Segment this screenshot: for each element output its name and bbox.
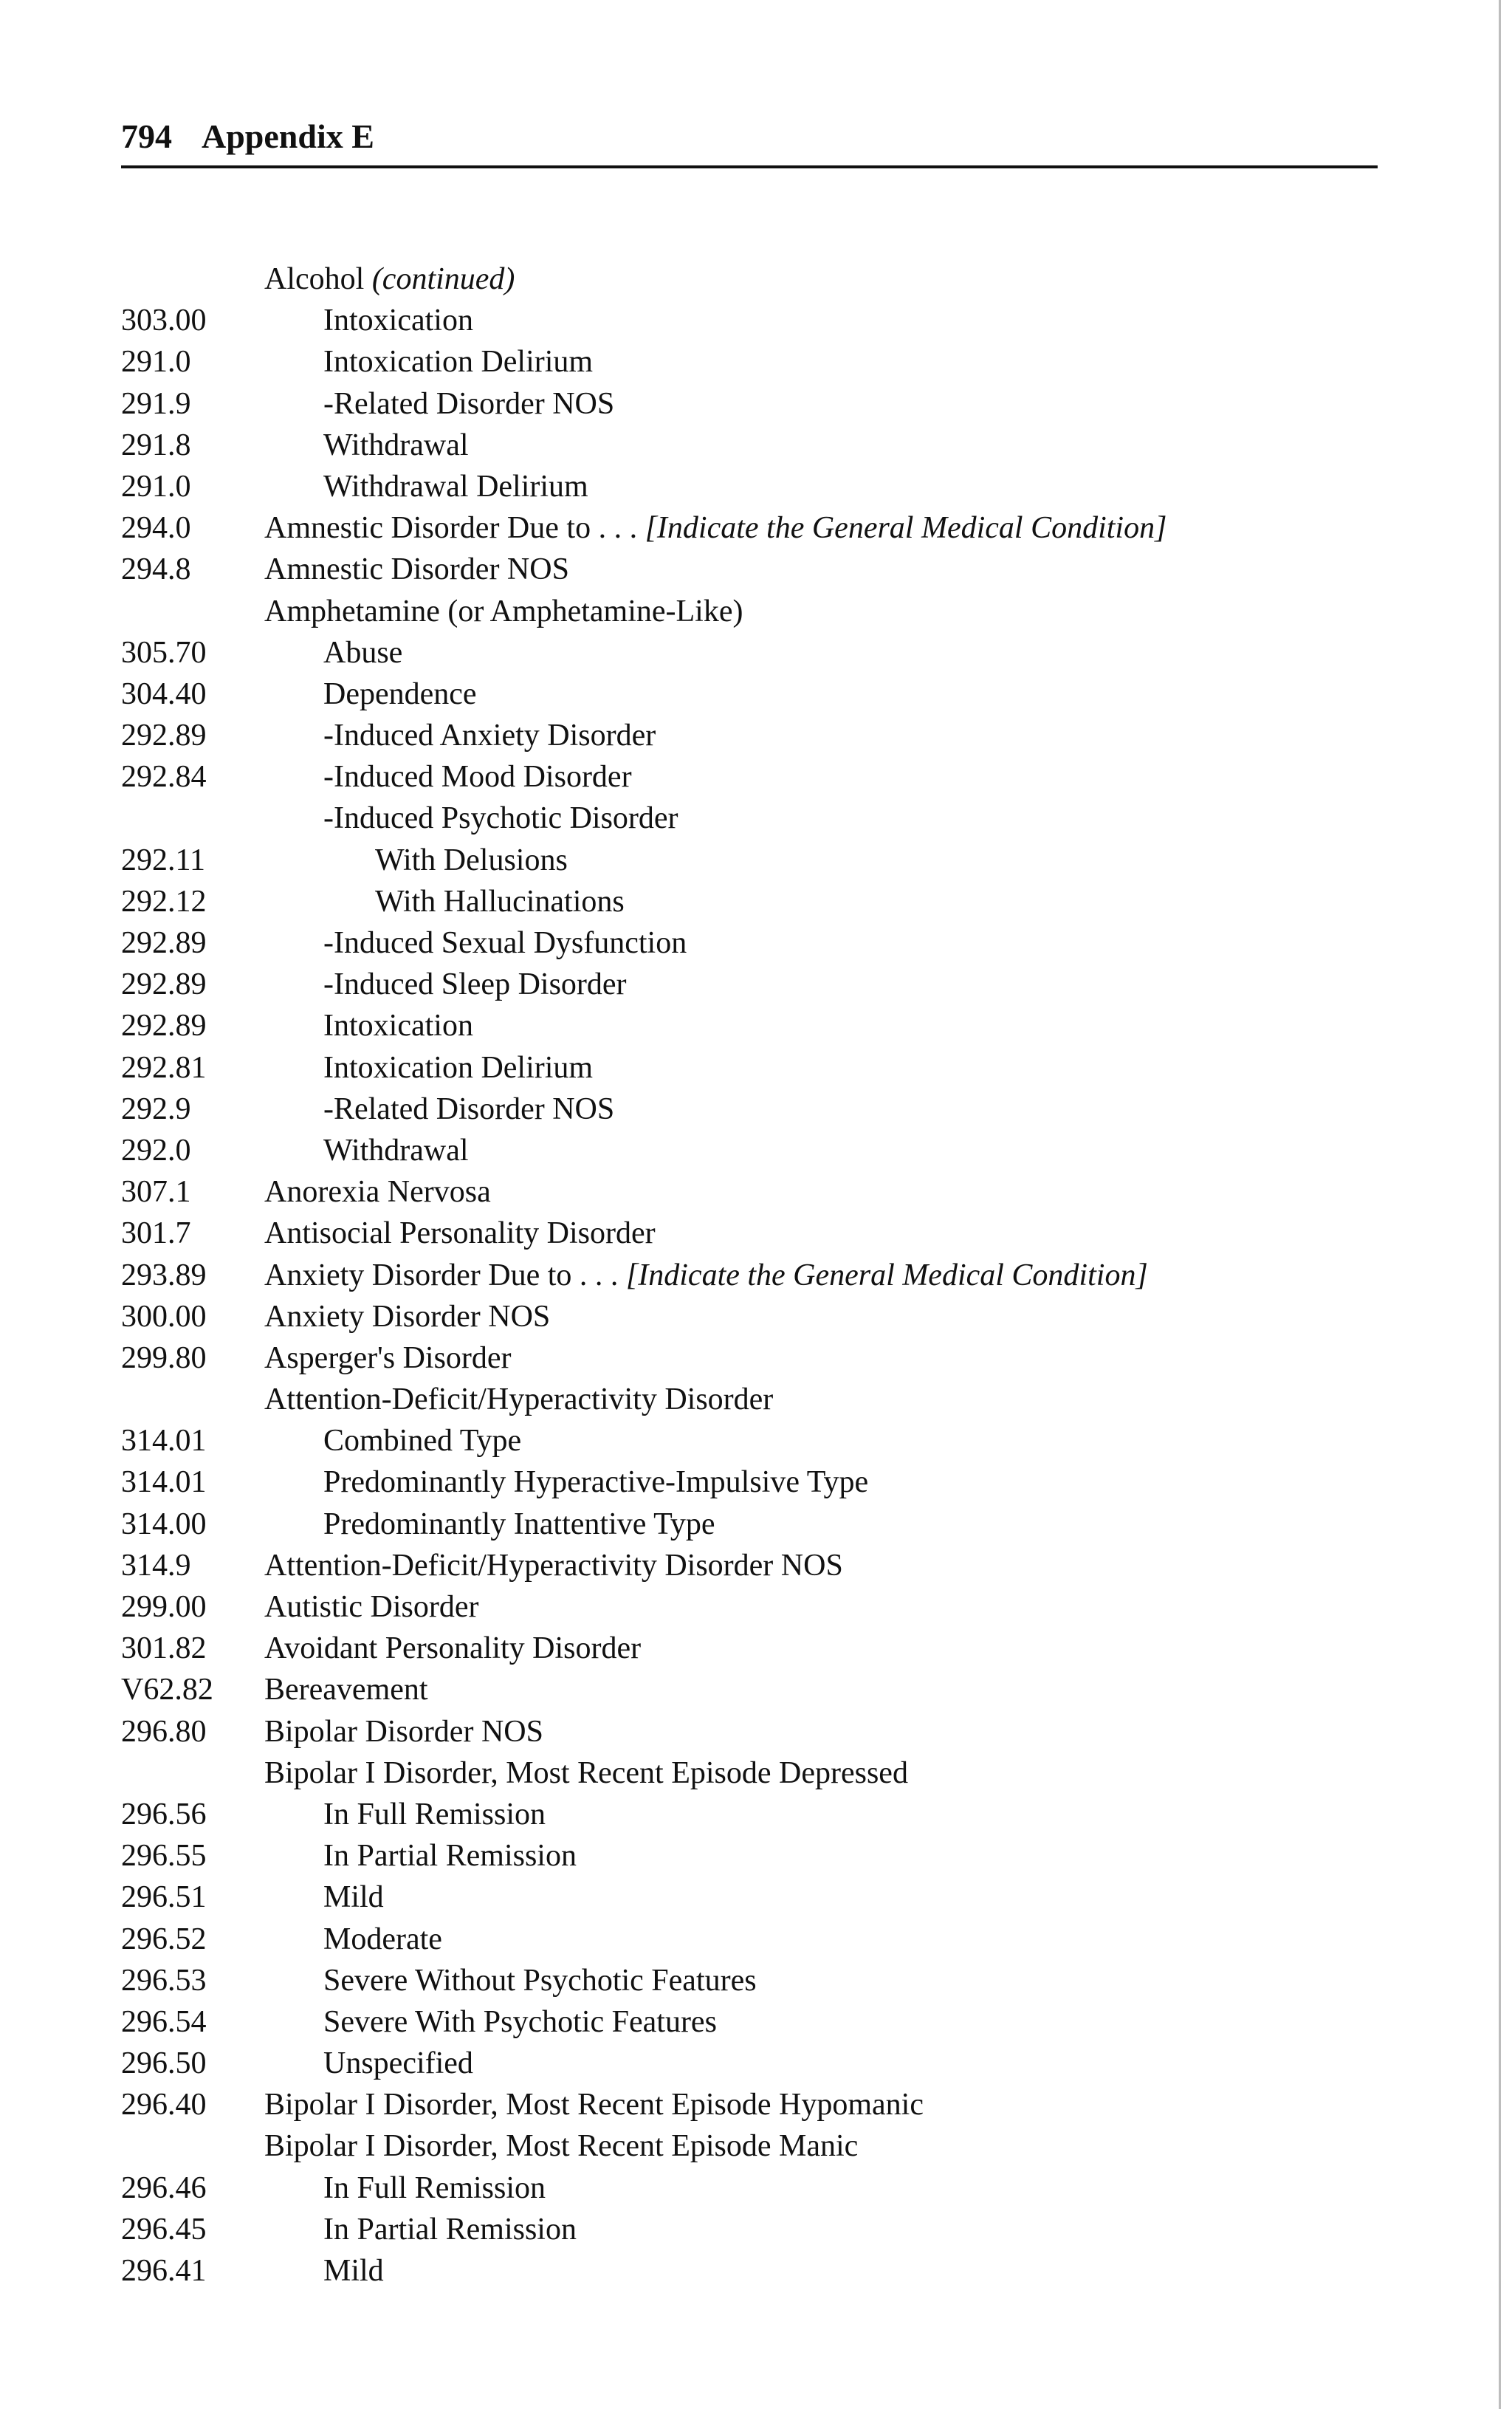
index-entry [0,300,1499,341]
diagnosis-label [375,840,568,881]
diagnosis-text: Anorexia Nervosa [264,1175,491,1210]
diagnosis-label [323,1089,614,1130]
index-entry [0,1669,1499,1710]
diagnosis-label [323,2001,717,2043]
diagnosis-label [264,2125,858,2167]
diagnostic-code: 291.0 [121,345,191,380]
diagnostic-code: 291.0 [121,469,191,504]
diagnosis-text: -Induced Anxiety Disorder [323,719,656,753]
index-entry [0,1296,1499,1337]
index-entry [0,1047,1499,1089]
diagnosis-text: Unspecified [323,2046,473,2081]
index-entry [0,1130,1499,1171]
diagnosis-label [323,341,593,383]
diagnostic-code: 314.01 [121,1465,207,1500]
index-entry [0,549,1499,590]
diagnosis-label [323,1130,469,1171]
diagnosis-label [323,466,588,507]
header-rule [121,165,1378,168]
diagnostic-code: 307.1 [121,1175,191,1210]
diagnostic-code: 292.0 [121,1133,191,1168]
diagnostic-code: 296.46 [121,2170,207,2205]
diagnosis-text: Bipolar I Disorder, Most Recent Episode Manic [264,2129,859,2164]
index-entry [0,383,1499,425]
diagnosis-label [323,2043,473,2084]
diagnosis-text: In Partial Remission [323,1839,577,1874]
diagnosis-text: In Full Remission [323,2170,546,2205]
diagnosis-text: Withdrawal [323,428,469,462]
diagnosis-label [264,1586,478,1628]
index-entry [0,258,1499,300]
index-entry [0,2001,1499,2043]
index-entry [0,2209,1499,2250]
diagnosis-label [323,1005,473,1046]
diagnosis-label [264,1296,550,1337]
diagnosis-italic-note: (continued) [371,262,515,296]
index-entry [0,507,1499,549]
index-entry [0,2250,1499,2292]
diagnostic-code: 292.81 [121,1050,207,1085]
index-entry [0,840,1499,881]
diagnostic-code: 296.45 [121,2212,207,2247]
diagnostic-code: 292.9 [121,1092,191,1126]
diagnosis-text: Intoxication [323,304,473,338]
diagnosis-text: Antisocial Personality Disorder [264,1216,656,1251]
diagnosis-text: Anxiety Disorder NOS [264,1299,551,1334]
diagnostic-code: 304.40 [121,676,207,711]
diagnosis-label [323,1794,546,1835]
index-entry [0,1877,1499,1918]
index-entry [0,1960,1499,2001]
diagnostic-code: 294.8 [121,552,191,587]
diagnosis-label [264,1752,908,1794]
index-entry [0,1586,1499,1628]
diagnosis-text: Bipolar I Disorder, Most Recent Episode Hypomanic [264,2088,924,2122]
diagnostic-code: 296.80 [121,1714,207,1749]
index-entry [0,798,1499,839]
index-entry [0,1089,1499,1130]
diagnosis-text: Amnestic Disorder Due to . . . [264,511,638,546]
diagnosis-label [323,1461,868,1503]
diagnosis-label [323,715,656,756]
page-header [121,111,1378,162]
diagnosis-label [323,922,687,964]
diagnosis-label [264,1171,491,1213]
diagnosis-text: Bereavement [264,1673,428,1707]
diagnosis-label [323,1877,384,1918]
diagnosis-label [264,1711,543,1752]
diagnosis-text: -Related Disorder NOS [323,386,615,421]
diagnostic-code: 292.89 [121,719,207,753]
index-entry [0,341,1499,383]
diagnosis-text: Bipolar I Disorder, Most Recent Episode Depressed [264,1755,908,1790]
diagnosis-label [323,1504,715,1545]
index-entry [0,1835,1499,1877]
diagnosis-label [323,1835,577,1877]
diagnosis-label [323,425,469,466]
index-entry [0,1545,1499,1586]
diagnosis-label [264,1337,512,1379]
diagnosis-label [264,591,743,632]
index-entry [0,1171,1499,1213]
diagnosis-text: Intoxication [323,1009,473,1044]
diagnosis-label [323,2168,546,2209]
diagnosis-label [264,549,569,590]
diagnostic-code: 292.89 [121,926,207,960]
diagnostic-code: 300.00 [121,1299,207,1334]
diagnosis-text: Severe Without Psychotic Features [323,1963,757,1998]
diagnosis-text: Asperger's Disorder [264,1340,512,1375]
diagnostic-code: 314.9 [121,1548,191,1583]
diagnosis-label [264,1545,843,1586]
diagnosis-text: Amphetamine (or Amphetamine-Like) [264,594,743,628]
index-entry [0,674,1499,715]
diagnosis-text: Withdrawal [323,1133,469,1168]
diagnostic-code: 291.8 [121,428,191,462]
diagnosis-label [264,1379,773,1420]
diagnostic-code: 305.70 [121,635,207,670]
index-entry [0,1628,1499,1669]
diagnostic-code: 292.89 [121,1009,207,1044]
diagnosis-text: Attention-Deficit/Hyperactivity Disorder NOS [264,1548,843,1583]
diagnosis-label [323,632,402,674]
index-entry [0,1919,1499,1960]
index-entry [0,1420,1499,1461]
diagnosis-text: In Full Remission [323,1797,546,1831]
index-entry [0,2084,1499,2125]
diagnosis-text: Alcohol [264,262,365,296]
diagnosis-label [264,2084,924,2125]
diagnosis-text: Abuse [323,635,403,670]
diagnostic-code: 314.00 [121,1507,207,1541]
diagnosis-text: Severe With Psychotic Features [323,2004,717,2039]
index-entry [0,2125,1499,2167]
diagnosis-text: Withdrawal Delirium [323,469,588,504]
diagnosis-label [323,756,632,798]
diagnostic-code: V62.82 [121,1673,213,1707]
diagnosis-text: Anxiety Disorder Due to . . . [264,1258,619,1292]
diagnostic-code: 293.89 [121,1258,207,1292]
diagnostic-code: 303.00 [121,304,207,338]
diagnosis-text: Mild [323,2254,384,2288]
diagnosis-italic-note: [Indicate the General Medical Condition] [625,1258,1148,1292]
diagnostic-code: 296.52 [121,1922,207,1956]
diagnosis-label [323,383,614,425]
diagnosis-text: In Partial Remission [323,2212,577,2247]
index-entry [0,756,1499,798]
diagnosis-label [323,1960,757,2001]
diagnosis-label [264,1628,641,1669]
index-entry [0,2168,1499,2209]
diagnostic-code: 314.01 [121,1424,207,1459]
index-entry [0,881,1499,922]
diagnosis-label [323,674,477,715]
diagnosis-text: Avoidant Personality Disorder [264,1631,642,1666]
index-entry [0,1213,1499,1254]
diagnosis-label [323,2209,577,2250]
index-entry [0,1752,1499,1794]
page-edge-line [1499,0,1501,2409]
index-entry [0,1504,1499,1545]
diagnostic-code: 296.40 [121,2088,207,2122]
index-entry [0,466,1499,507]
diagnosis-text: -Induced Psychotic Disorder [323,801,678,836]
diagnosis-italic-note: [Indicate the General Medical Condition] [645,511,1167,546]
diagnosis-text: Intoxication Delirium [323,1050,594,1085]
index-entry [0,1005,1499,1046]
index-entry [0,1461,1499,1503]
diagnosis-text: Amnestic Disorder NOS [264,552,569,587]
diagnostic-code: 296.53 [121,1963,207,1998]
diagnosis-label [375,881,625,922]
diagnosis-label [323,1420,521,1461]
diagnosis-text: With Delusions [375,843,568,877]
diagnosis-text: Dependence [323,676,477,711]
diagnosis-text: Autistic Disorder [264,1590,479,1624]
index-entry [0,1379,1499,1420]
diagnostic-code: 296.54 [121,2004,207,2039]
diagnosis-text: Intoxication Delirium [323,345,594,380]
page-title: Appendix E [202,117,374,155]
diagnostic-code: 301.7 [121,1216,191,1251]
diagnosis-label [264,1213,656,1254]
diagnosis-label [323,1047,593,1089]
diagnosis-text: Predominantly Hyperactive-Impulsive Type [323,1465,869,1500]
diagnostic-code: 296.41 [121,2254,207,2288]
diagnosis-label [264,258,515,300]
diagnosis-text: Moderate [323,1922,442,1956]
diagnosis-label [323,964,627,1005]
diagnosis-label [323,798,678,839]
diagnostic-code: 296.56 [121,1797,207,1831]
index-entry [0,922,1499,964]
diagnosis-text: With Hallucinations [375,884,625,919]
diagnosis-text: -Induced Sexual Dysfunction [323,926,687,960]
diagnosis-label [264,1255,1148,1296]
index-entry [0,425,1499,466]
page-number: 794 [121,117,172,155]
diagnostic-code: 292.12 [121,884,207,919]
diagnostic-code: 294.0 [121,511,191,546]
diagnosis-label [323,2250,384,2292]
diagnostic-code: 291.9 [121,386,191,421]
diagnosis-text: Mild [323,1880,384,1915]
diagnostic-code: 301.82 [121,1631,207,1666]
index-entry [0,591,1499,632]
diagnostic-code: 296.55 [121,1839,207,1874]
diagnostic-code: 296.50 [121,2046,207,2081]
diagnosis-label [323,300,473,341]
diagnosis-text: -Related Disorder NOS [323,1092,615,1126]
diagnosis-label [264,507,1166,549]
index-entry [0,715,1499,756]
index-entry [0,2043,1499,2084]
diagnosis-label [323,1919,442,1960]
diagnostic-code: 292.89 [121,967,207,1002]
code-index-list [0,258,1499,2292]
diagnostic-code: 296.51 [121,1880,207,1915]
diagnosis-text: -Induced Mood Disorder [323,760,632,795]
index-entry [0,964,1499,1005]
diagnosis-text: Attention-Deficit/Hyperactivity Disorder [264,1382,774,1417]
diagnosis-text: -Induced Sleep Disorder [323,967,627,1002]
diagnostic-code: 292.11 [121,843,205,877]
index-entry [0,1337,1499,1379]
diagnostic-code: 292.84 [121,760,207,795]
diagnosis-text: Predominantly Inattentive Type [323,1507,715,1541]
diagnosis-text: Bipolar Disorder NOS [264,1714,543,1749]
diagnosis-label [264,1669,428,1710]
index-entry [0,1794,1499,1835]
diagnostic-code: 299.00 [121,1590,207,1624]
index-entry [0,632,1499,674]
diagnosis-text: Combined Type [323,1424,522,1459]
diagnostic-code: 299.80 [121,1340,207,1375]
index-entry [0,1711,1499,1752]
index-entry [0,1255,1499,1296]
